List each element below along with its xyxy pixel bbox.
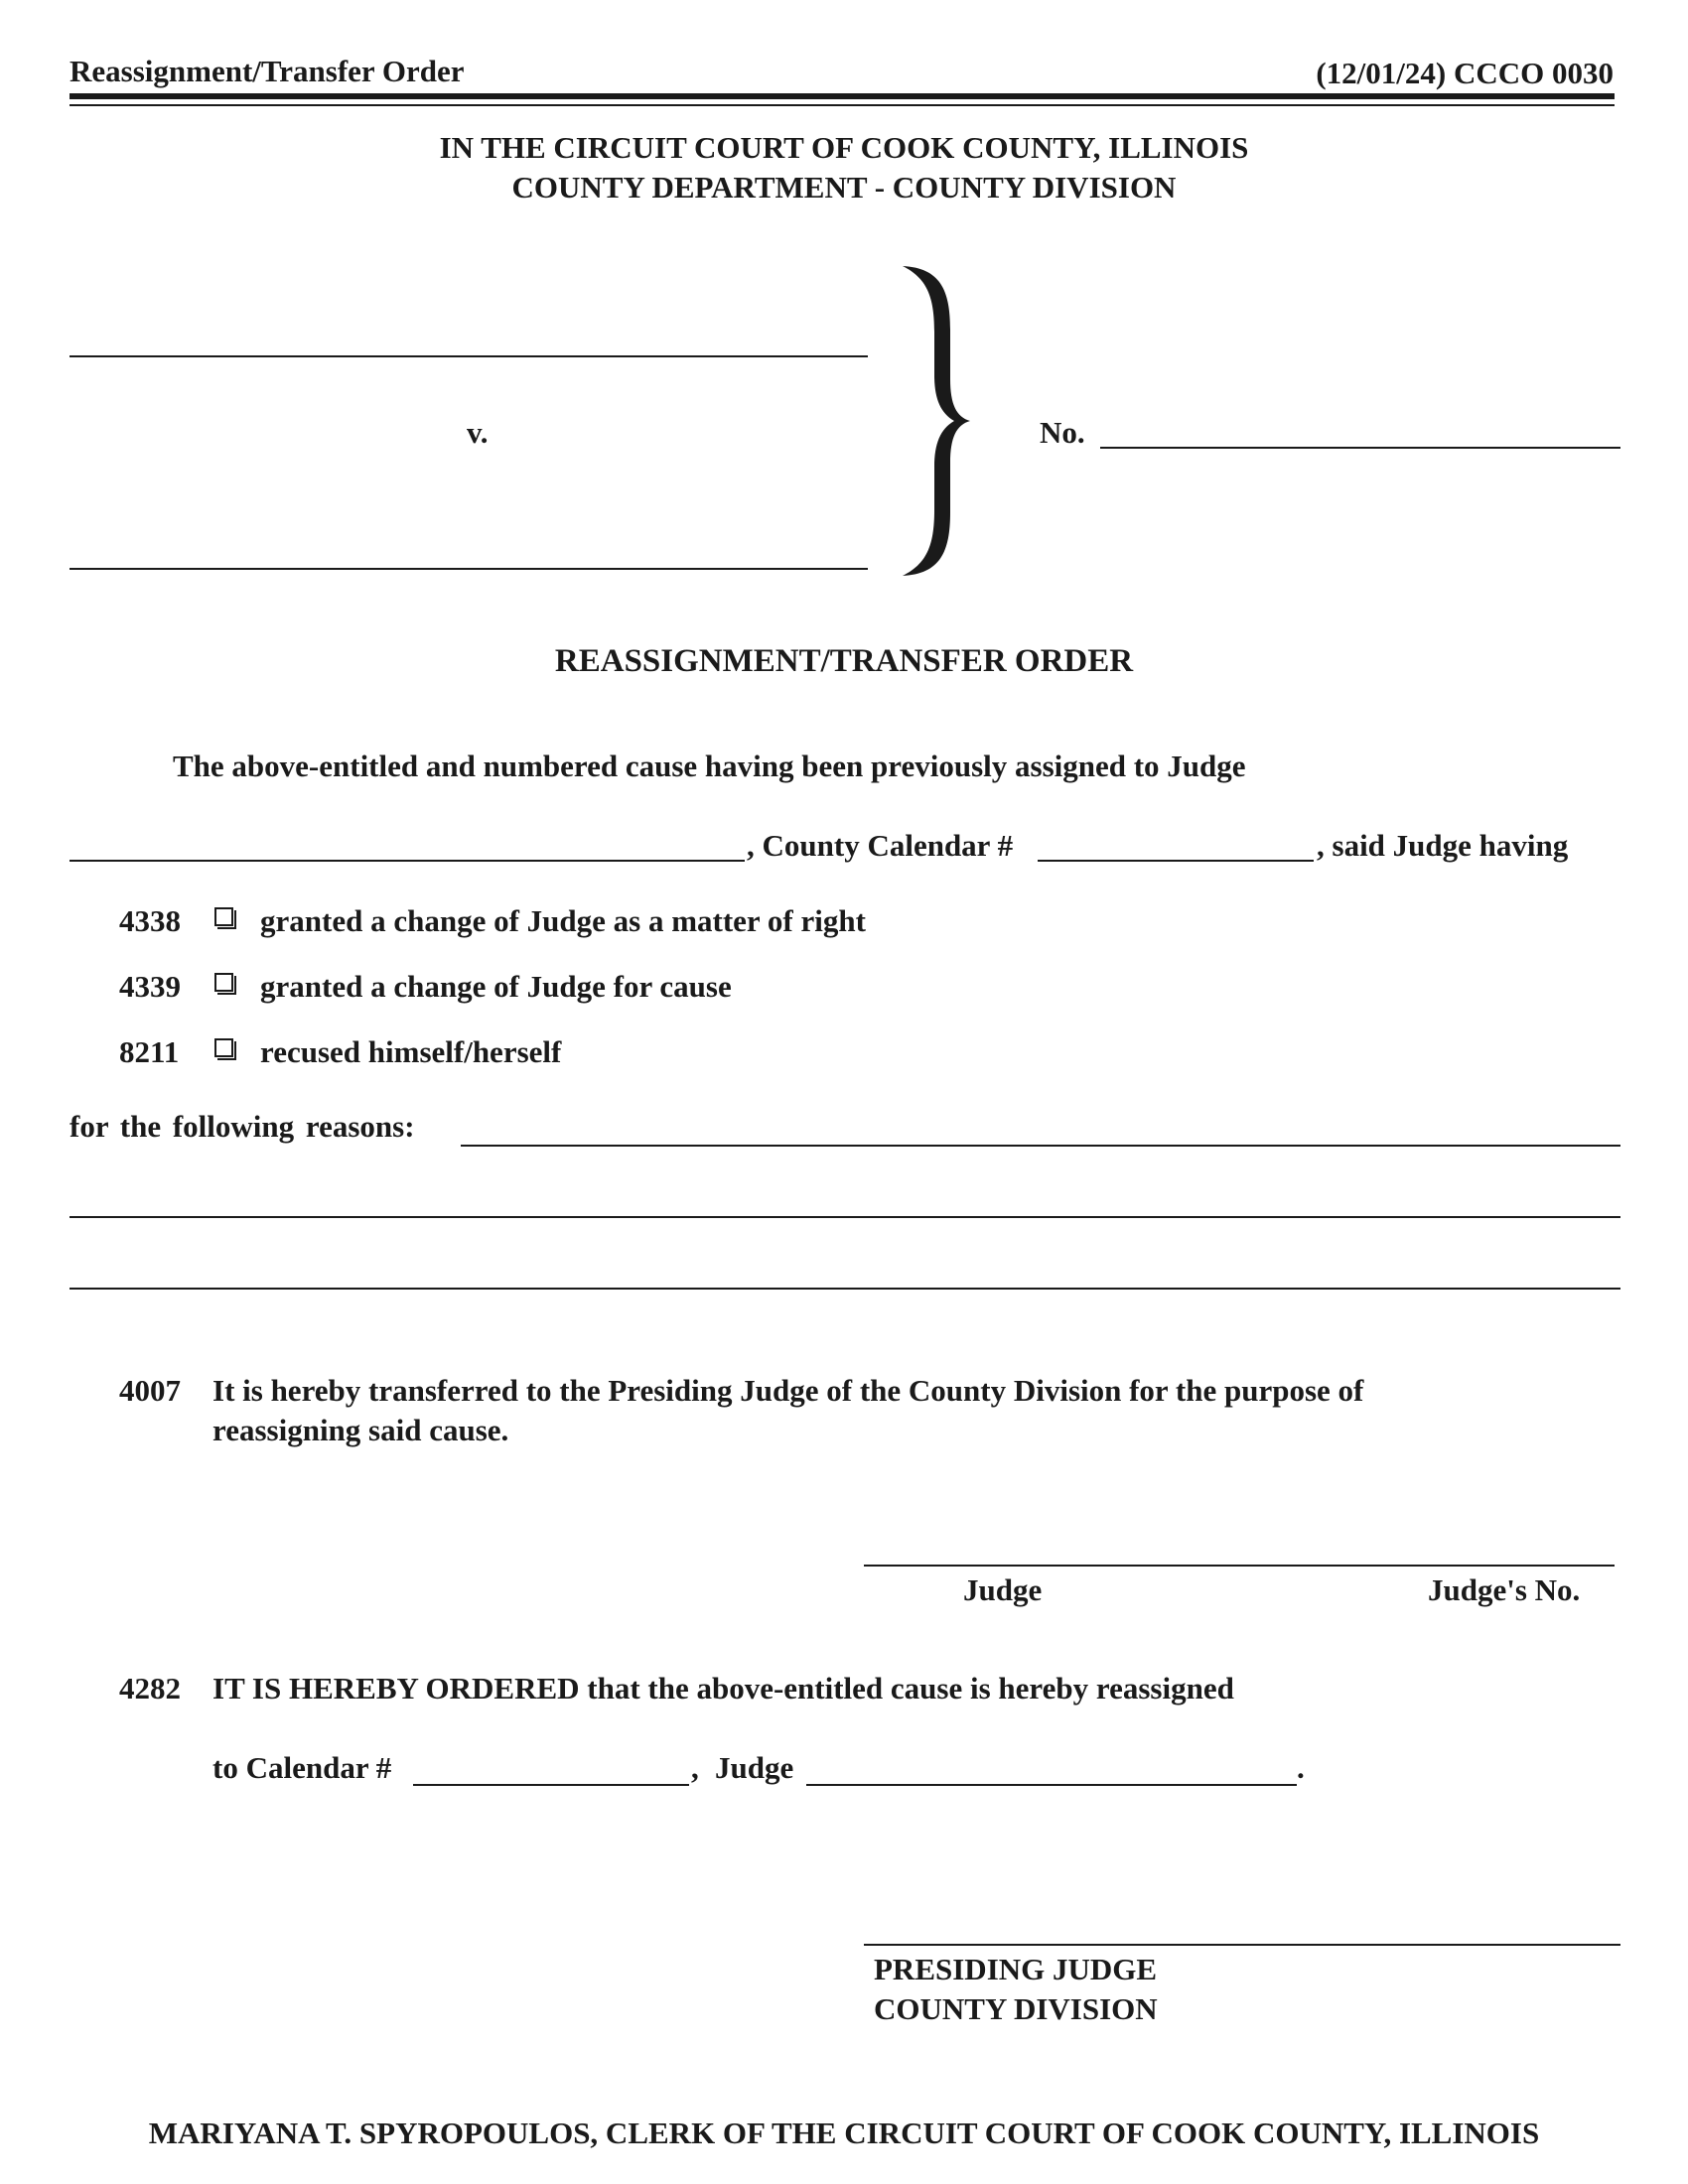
reassign-text: IT IS HEREBY ORDERED that the above-entitled cause is hereby reassigned	[212, 1671, 1234, 1706]
option-checkbox-4339[interactable]	[214, 973, 233, 992]
reasons-field-2[interactable]	[70, 1216, 1620, 1218]
reasons-field-1[interactable]	[461, 1145, 1620, 1147]
order-title: REASSIGNMENT/TRANSFER ORDER	[554, 643, 1134, 679]
form-title: Reassignment/Transfer Order	[70, 54, 465, 88]
case-no-label: No.	[1040, 415, 1085, 450]
new-judge-field[interactable]	[806, 1784, 1297, 1786]
previous-calendar-field[interactable]	[1038, 860, 1314, 862]
option-code-4338: 4338	[119, 903, 181, 938]
case-no-field[interactable]	[1100, 447, 1620, 449]
judge-signature-line[interactable]	[864, 1565, 1615, 1567]
reasons-field-3[interactable]	[70, 1288, 1620, 1290]
court-line-1: IN THE CIRCUIT COURT OF COOK COUNTY, ILLINOIS	[439, 130, 1249, 165]
transfer-text-1: It is hereby transferred to the Presiding Judge of the County Division for the purpose of	[212, 1373, 1364, 1408]
clerk-footer: MARIYANA T. SPYROPOULOS, CLERK OF THE CIRCUIT COURT OF COOK COUNTY, ILLINOIS	[148, 2116, 1540, 2150]
presiding-judge-label: PRESIDING JUDGE	[874, 1952, 1158, 1986]
reassign-code: 4282	[119, 1671, 181, 1706]
new-calendar-field[interactable]	[413, 1784, 689, 1786]
judge-no-label: Judge's No.	[1428, 1572, 1581, 1607]
reassign-period: .	[1297, 1750, 1305, 1785]
new-judge-label: Judge	[715, 1750, 794, 1785]
option-code-8211: 8211	[119, 1034, 180, 1069]
option-label-8211: recused himself/herself	[260, 1034, 562, 1069]
intro-text: The above-entitled and numbered cause having been previously assigned to Judge	[173, 749, 1246, 783]
presiding-judge-signature-line[interactable]	[864, 1944, 1620, 1946]
option-checkbox-4338[interactable]	[214, 907, 233, 926]
versus-label: v.	[467, 415, 489, 450]
option-label-4339: granted a change of Judge for cause	[260, 969, 732, 1004]
previous-judge-field[interactable]	[70, 860, 745, 862]
form-code: (12/01/24) CCCO 0030	[1316, 56, 1614, 90]
judge-label: Judge	[963, 1572, 1043, 1607]
transfer-code: 4007	[119, 1373, 181, 1408]
caption-brace	[889, 260, 978, 583]
plaintiff-field[interactable]	[70, 355, 868, 357]
court-line-2: COUNTY DEPARTMENT - COUNTY DIVISION	[511, 170, 1177, 205]
calendar-label: , County Calendar #	[747, 828, 1014, 863]
judge-having-label: , said Judge having	[1317, 828, 1569, 863]
option-code-4339: 4339	[119, 969, 181, 1004]
defendant-field[interactable]	[70, 568, 868, 570]
transfer-text-2: reassigning said cause.	[212, 1413, 509, 1447]
county-division-label: COUNTY DIVISION	[874, 1991, 1158, 2026]
header-rule-thin	[70, 104, 1615, 106]
comma-separator: ,	[691, 1750, 699, 1785]
option-label-4338: granted a change of Judge as a matter of right	[260, 903, 866, 938]
to-calendar-label: to Calendar #	[212, 1750, 392, 1785]
header-rule-thick	[70, 93, 1615, 99]
option-checkbox-8211[interactable]	[214, 1038, 233, 1057]
reasons-label: for the following reasons:	[70, 1109, 415, 1144]
